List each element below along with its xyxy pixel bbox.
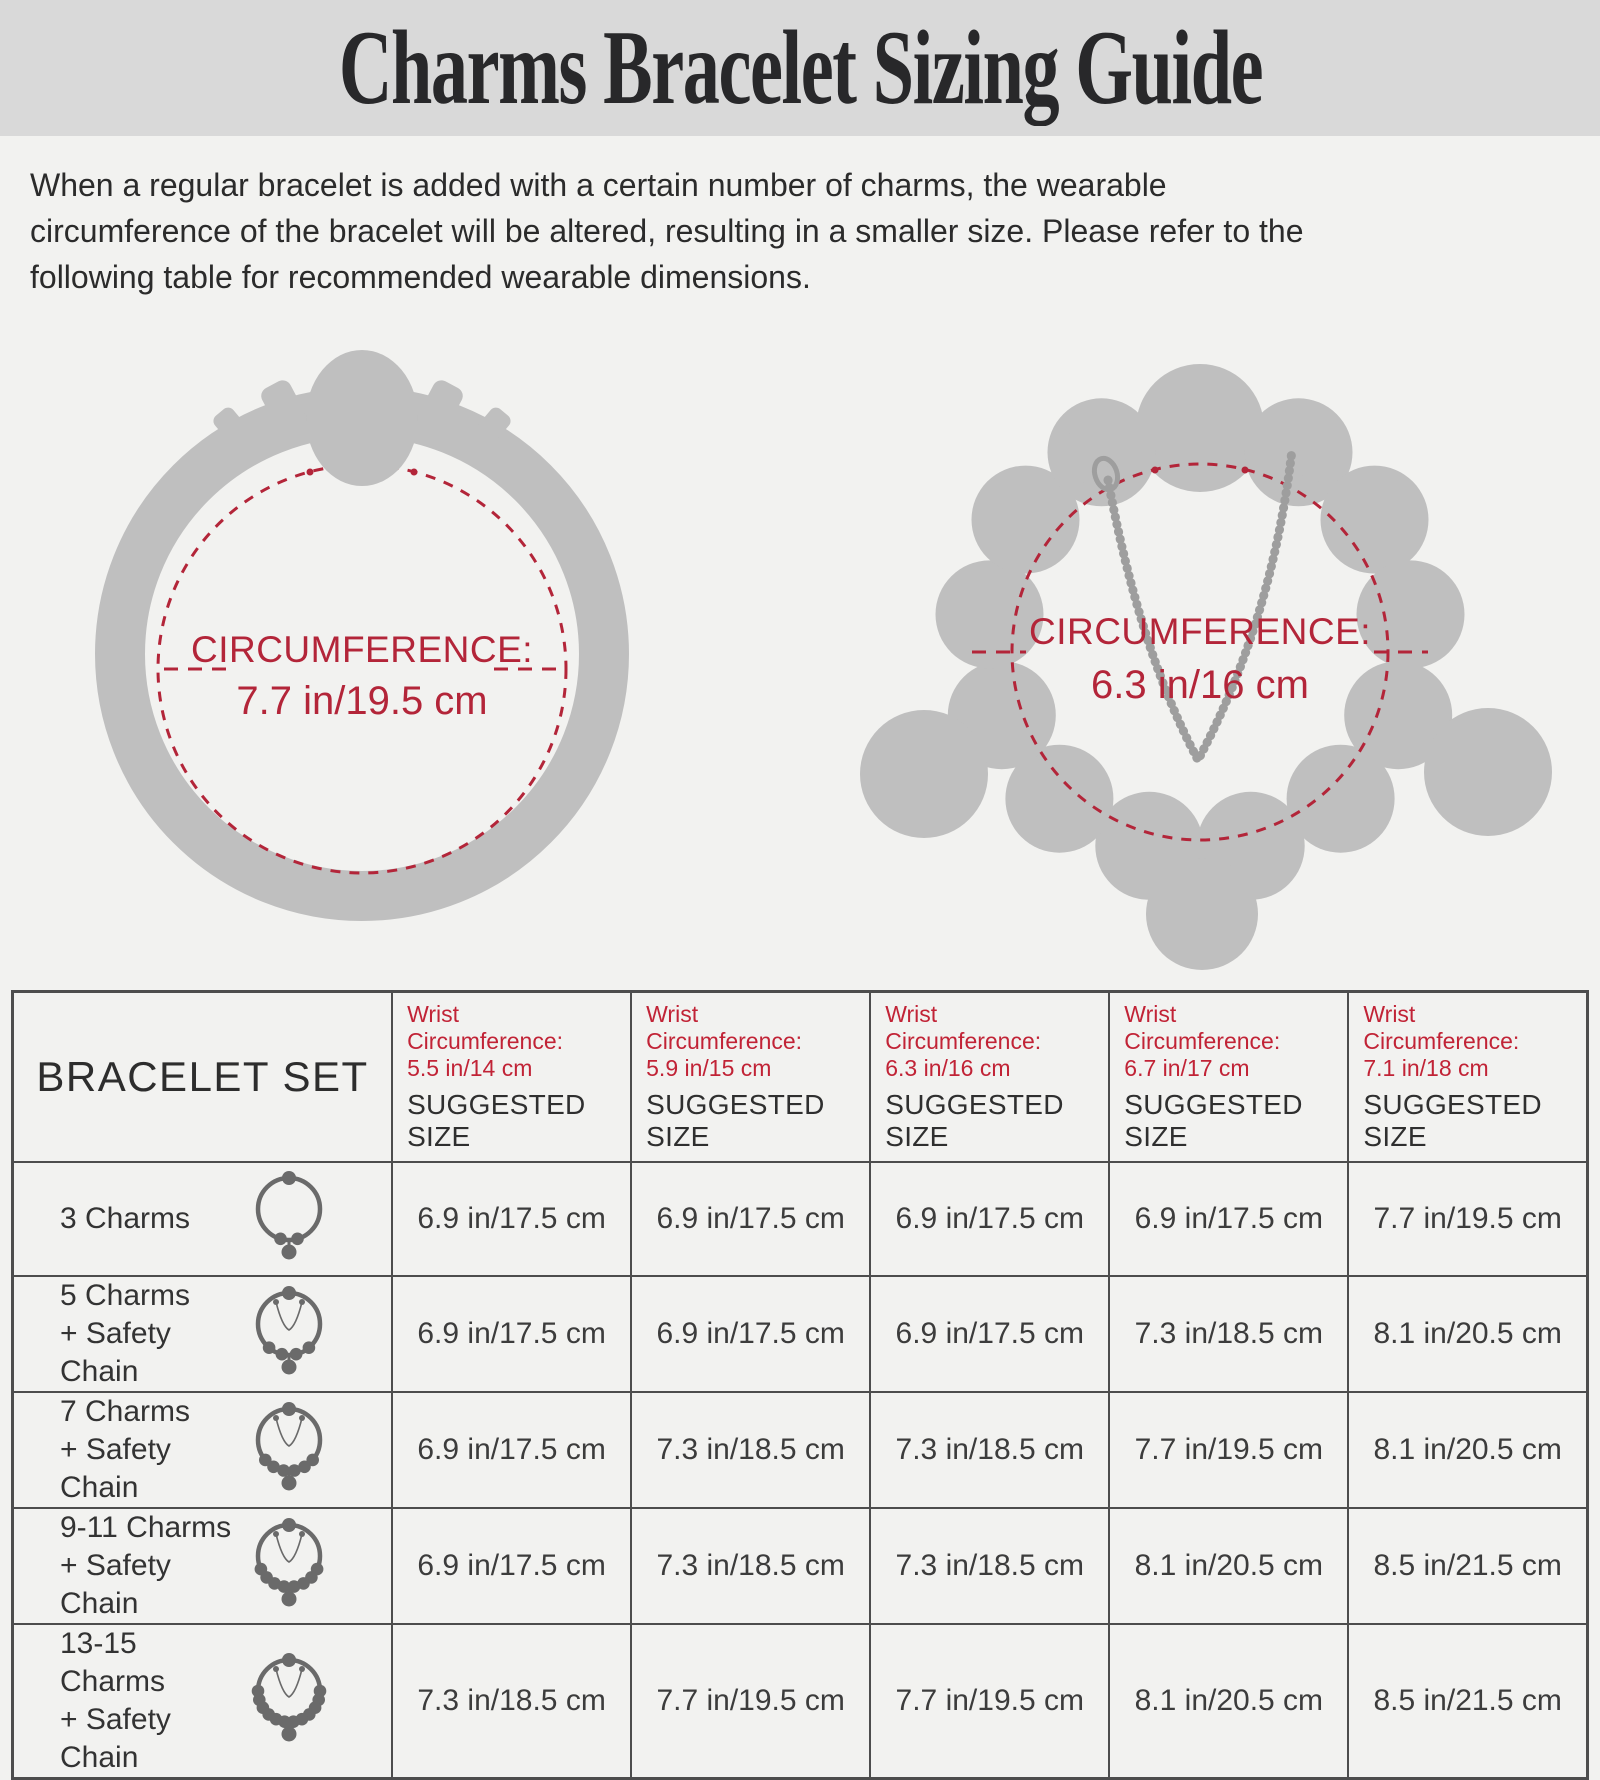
suggested-size-label: SUGGESTED SIZE xyxy=(407,1089,586,1152)
table-row xyxy=(13,1392,1588,1508)
page-title: Charms Bracelet Sizing Guide xyxy=(338,9,1262,126)
bracelet-9-11-charms-safety-chain-icon xyxy=(239,1510,339,1622)
size-cell: 6.9 in/17.5 cm xyxy=(870,1162,1109,1276)
table-row xyxy=(13,1276,1588,1392)
sizing-table-section xyxy=(0,990,1600,1780)
size-cell: 7.7 in/19.5 cm xyxy=(1348,1162,1587,1276)
table-row xyxy=(13,1162,1588,1276)
row-label: + Safety Chain xyxy=(60,1317,171,1388)
sizing-table xyxy=(11,990,1589,1780)
row-label: 13-15 Charms xyxy=(60,1627,166,1698)
bracelet-set-cell xyxy=(13,1276,393,1392)
size-cell: 7.3 in/18.5 cm xyxy=(1109,1276,1348,1392)
plain-bracelet-illustration xyxy=(62,322,662,947)
clasp-ball xyxy=(306,350,418,486)
bracelet-set-cell xyxy=(13,1508,393,1624)
column-header-6-7 xyxy=(1109,992,1348,1163)
wrist-circumference-value: 6.3 in/16 cm xyxy=(885,1055,1011,1081)
wrist-circumference-title: Wrist Circumference: xyxy=(885,1001,1042,1054)
row-label: 3 Charms xyxy=(60,1202,191,1235)
bracelet-13-15-charms-safety-chain-icon xyxy=(239,1645,339,1757)
column-header-6-3 xyxy=(870,992,1109,1163)
size-cell: 7.3 in/18.5 cm xyxy=(631,1508,870,1624)
row-label: 7 Charms xyxy=(60,1395,191,1428)
bracelet-set-cell xyxy=(13,1392,393,1508)
size-cell: 8.1 in/20.5 cm xyxy=(1109,1624,1348,1779)
wrist-circumference-title: Wrist Circumference: xyxy=(1124,1001,1281,1054)
column-header-7-1 xyxy=(1348,992,1587,1163)
suggested-size-label: SUGGESTED SIZE xyxy=(1124,1089,1303,1152)
diagram-row xyxy=(0,310,1600,990)
circumference-label: CIRCUMFERENCE: xyxy=(1028,611,1372,652)
bracelet-3-charms-icon xyxy=(239,1163,339,1275)
circumference-label: CIRCUMFERENCE: xyxy=(190,629,534,670)
size-cell: 8.1 in/20.5 cm xyxy=(1348,1392,1587,1508)
row-label: 9-11 Charms xyxy=(60,1511,232,1544)
suggested-size-label: SUGGESTED SIZE xyxy=(1363,1089,1542,1152)
size-cell: 6.9 in/17.5 cm xyxy=(392,1162,631,1276)
column-header-5-9 xyxy=(631,992,870,1163)
bracelet-7-charms-safety-chain-icon xyxy=(239,1394,339,1506)
row-label: + Safety Chain xyxy=(60,1549,171,1620)
row-label: + Safety Chain xyxy=(60,1433,171,1504)
plain-bracelet-diagram xyxy=(62,322,662,952)
wrist-circumference-title: Wrist Circumference: xyxy=(407,1001,563,1054)
size-cell: 7.3 in/18.5 cm xyxy=(392,1624,631,1779)
suggested-size-label: SUGGESTED SIZE xyxy=(885,1089,1064,1152)
size-cell: 7.3 in/18.5 cm xyxy=(870,1392,1109,1508)
charm-bracelet-illustration xyxy=(840,322,1560,978)
size-cell: 6.9 in/17.5 cm xyxy=(392,1276,631,1392)
wrist-circumference-value: 5.9 in/15 cm xyxy=(646,1055,772,1081)
size-cell: 7.7 in/19.5 cm xyxy=(631,1624,870,1779)
row-label: 5 Charms xyxy=(60,1279,191,1312)
size-cell: 8.1 in/20.5 cm xyxy=(1348,1276,1587,1392)
wrist-circumference-value: 6.7 in/17 cm xyxy=(1124,1055,1250,1081)
bracelet-set-header: BRACELET SET xyxy=(13,992,393,1163)
column-header-5-5 xyxy=(392,992,631,1163)
size-cell: 8.5 in/21.5 cm xyxy=(1348,1508,1587,1624)
size-cell: 7.3 in/18.5 cm xyxy=(631,1392,870,1508)
size-cell: 6.9 in/17.5 cm xyxy=(870,1276,1109,1392)
intro-line: following table for recommended wearable dimensions. xyxy=(30,259,811,295)
wrist-circumference-value: 7.1 in/18 cm xyxy=(1363,1055,1489,1081)
size-cell: 7.3 in/18.5 cm xyxy=(870,1508,1109,1624)
row-label: + Safety Chain xyxy=(60,1703,171,1774)
size-cell: 6.9 in/17.5 cm xyxy=(631,1162,870,1276)
header-band xyxy=(0,0,1600,136)
size-cell: 6.9 in/17.5 cm xyxy=(392,1508,631,1624)
wrist-circumference-title: Wrist Circumference: xyxy=(1363,1001,1520,1054)
intro-line: When a regular bracelet is added with a certain number of charms, the wearable xyxy=(30,167,1167,203)
table-row xyxy=(13,1624,1588,1779)
intro-line: circumference of the bracelet will be altered, resulting in a smaller size. Please refer to the xyxy=(30,213,1304,249)
size-cell: 7.7 in/19.5 cm xyxy=(1109,1392,1348,1508)
size-cell: 7.7 in/19.5 cm xyxy=(870,1624,1109,1779)
suggested-size-label: SUGGESTED SIZE xyxy=(646,1089,825,1152)
circumference-value: 6.3 in/16 cm xyxy=(1091,663,1309,707)
circumference-value: 7.7 in/19.5 cm xyxy=(236,679,488,723)
wrist-circumference-title: Wrist Circumference: xyxy=(646,1001,803,1054)
size-cell: 8.5 in/21.5 cm xyxy=(1348,1624,1587,1779)
charm-bracelet-diagram xyxy=(840,322,1560,983)
bracelet-set-cell xyxy=(13,1624,393,1779)
intro-paragraph xyxy=(0,136,1600,310)
bracelet-5-charms-safety-chain-icon xyxy=(239,1278,339,1390)
size-cell: 6.9 in/17.5 cm xyxy=(631,1276,870,1392)
wrist-circumference-value: 5.5 in/14 cm xyxy=(407,1055,533,1081)
size-cell: 8.1 in/20.5 cm xyxy=(1109,1508,1348,1624)
bracelet-set-cell xyxy=(13,1162,393,1276)
table-header-row xyxy=(13,992,1588,1163)
size-cell: 6.9 in/17.5 cm xyxy=(392,1392,631,1508)
size-cell: 6.9 in/17.5 cm xyxy=(1109,1162,1348,1276)
table-row xyxy=(13,1508,1588,1624)
